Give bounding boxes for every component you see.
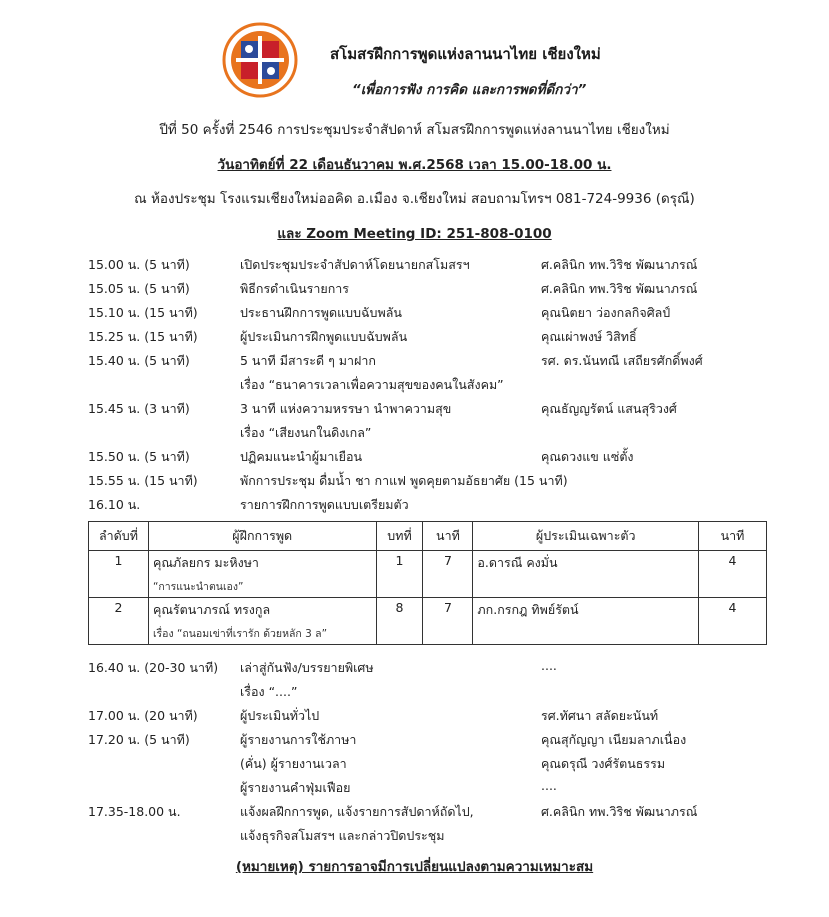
- cell-minutes: 7: [423, 551, 473, 598]
- club-logo: [222, 22, 298, 98]
- cell-chapter: 1: [376, 551, 423, 598]
- speech-topic: “การแนะนำตนเอง”: [152, 581, 244, 593]
- agenda-speaker: ....: [541, 658, 557, 673]
- meeting-line: ปีที่ 50 ครั้งที่ 2546 การประชุมประจำสัปดาห์ สโมสรฝึกการพูดแห่งลานนาไทย เชียงใหม่: [159, 122, 670, 138]
- agenda-time: 17.35-18.00 น.: [88, 804, 181, 819]
- agenda-speaker: ศ.คลินิก ทพ.วิริช พัฒนาภรณ์: [541, 804, 698, 819]
- zoom-meeting-id: และ Zoom Meeting ID: 251-808-0100: [277, 226, 552, 242]
- table-row: [89, 551, 767, 598]
- meeting-date: วันอาทิตย์ที่ 22 เดือนธันวาคม พ.ศ.2568 เวลา 15.00-18.00 น.: [217, 157, 612, 173]
- agenda-activity: เปิดประชุมประจำสัปดาห์โดยนายกสโมสรฯ: [240, 257, 470, 272]
- agenda-activity-topic: เรื่อง “ธนาคารเวลาเพื่อความสุขของคนในสังคม”: [240, 377, 504, 392]
- cell-minutes: 7: [423, 598, 473, 645]
- agenda-activity: พักการประชุม ดื่มน้ำ ชา กาแฟ พูดคุยตามอัธยาศัย (15 นาที): [240, 473, 568, 488]
- org-name: สโมสรฝึกการพูดแห่งลานนาไทย เชียงใหม่: [330, 45, 601, 63]
- speaker-name: คุณรัตนาภรณ์ ทรงกูล: [152, 602, 271, 617]
- agenda-activity: ผู้ประเมินการฝึกพูดแบบฉับพลัน: [240, 329, 408, 344]
- agenda-time: 17.00 น. (20 นาที): [88, 708, 198, 723]
- cell-order: 1: [89, 551, 149, 598]
- agenda-activity: ปฏิคมแนะนำผู้มาเยือน: [240, 449, 363, 464]
- agenda-speaker: คุณธัญญรัตน์ แสนสุริวงศ์: [541, 401, 677, 416]
- agenda-activity: แจ้งธุรกิจสโมสรฯ และกล่าวปิดประชุม: [240, 828, 445, 843]
- meeting-venue: ณ ห้องประชุม โรงแรมเชียงใหม่ออคิด อ.เมือง จ.เชียงใหม่ สอบถามโทรฯ 081-724-9936 (ดรุณี): [134, 191, 695, 207]
- agenda-speaker: รศ.ทัศนา สลัดยะนันท์: [541, 708, 659, 723]
- col-header-order: ลำดับที่: [89, 522, 149, 551]
- agenda-speaker: ศ.คลินิก ทพ.วิริช พัฒนาภรณ์: [541, 257, 698, 272]
- agenda-activity: เล่าสู่กันฟัง/บรรยายพิเศษ: [240, 660, 374, 675]
- cell-chapter: 8: [376, 598, 423, 645]
- agenda-time: 15.25 น. (15 นาที): [88, 329, 198, 344]
- agenda-time: 15.10 น. (15 นาที): [88, 305, 198, 320]
- agenda-speaker: คุณดรุณี วงศ์รัตนธรรม: [541, 756, 666, 771]
- agenda-activity: พิธีกรดำเนินรายการ: [240, 281, 350, 296]
- cell-evaluator: อ.ดารณี คงมั่น: [473, 551, 699, 598]
- agenda-speaker: คุณนิตยา ว่องกลกิจศิลป์: [541, 305, 671, 320]
- agenda-time: 15.55 น. (15 นาที): [88, 473, 198, 488]
- agenda-activity: (คั่น) ผู้รายงานเวลา: [240, 756, 347, 771]
- speaker-table: [88, 521, 767, 645]
- agenda-time: 15.00 น. (5 นาที): [88, 257, 190, 272]
- cell-eval-minutes: 4: [699, 598, 767, 645]
- agenda-speaker: ศ.คลินิก ทพ.วิริช พัฒนาภรณ์: [541, 281, 698, 296]
- agenda-activity: ประธานฝึกการพูดแบบฉับพลัน: [240, 305, 402, 320]
- cell-evaluator: ภก.กรกฎ ทิพย์รัตน์: [473, 598, 699, 645]
- cell-speaker: [148, 598, 376, 645]
- col-header-speaker: ผู้ฝึกการพูด: [148, 522, 376, 551]
- agenda-activity-topic: เรื่อง “เสียงนกในดิงเกล”: [240, 425, 372, 440]
- cell-order: 2: [89, 598, 149, 645]
- agenda-time: 15.05 น. (5 นาที): [88, 281, 190, 296]
- agenda-activity: ผู้รายงานคำฟุ่มเฟือย: [240, 780, 351, 795]
- agenda-time: 17.20 น. (5 นาที): [88, 732, 190, 747]
- agenda-time: 15.50 น. (5 นาที): [88, 449, 190, 464]
- org-motto: “เพื่อการฟัง การคิด และการพดที่ดีกว่า”: [352, 82, 587, 98]
- agenda-time: 15.40 น. (5 นาที): [88, 353, 190, 368]
- footnote: (หมายเหตุ) รายการอาจมีการเปลี่ยนแปลงตามความเหมาะสม: [235, 859, 594, 875]
- agenda-activity: ผู้รายงานการใช้ภาษา: [240, 732, 357, 747]
- col-header-evaluator: ผู้ประเมินเฉพาะตัว: [473, 522, 699, 551]
- col-header-minutes: นาที: [423, 522, 473, 551]
- agenda-time: 15.45 น. (3 นาที): [88, 401, 190, 416]
- cell-speaker: [148, 551, 376, 598]
- col-header-chapter: บทที่: [376, 522, 423, 551]
- agenda-speaker: คุณเผ่าพงษ์ วิสิทธิ์: [541, 329, 637, 344]
- agenda-activity: 3 นาที แห่งความหรรษา นำพาความสุข: [240, 401, 452, 416]
- table-header-row: [89, 522, 767, 551]
- agenda-speaker: ....: [541, 778, 557, 793]
- agenda-time: 16.10 น.: [88, 497, 141, 512]
- agenda-activity: แจ้งผลฝึกการพูด, แจ้งรายการสัปดาห์ถัดไป,: [240, 804, 474, 819]
- speaker-name: คุณภัลยกร มะหิงษา: [152, 555, 259, 570]
- agenda-time: 16.40 น. (20-30 นาที): [88, 660, 219, 675]
- agenda-activity: รายการฝึกการพูดแบบเตรียมตัว: [240, 497, 409, 512]
- cell-eval-minutes: 4: [699, 551, 767, 598]
- col-header-eval-minutes: นาที: [699, 522, 767, 551]
- agenda-activity-topic: เรื่อง “....”: [240, 684, 298, 699]
- table-row: [89, 598, 767, 645]
- agenda-activity: 5 นาที มีสาระดี ๆ มาฝาก: [240, 353, 376, 368]
- agenda-speaker: รศ. ดร.นันทณี เสถียรศักดิ์พงศ์: [541, 353, 703, 368]
- agenda-speaker: คุณสุกัญญา เนียมลาภเนื่อง: [541, 732, 687, 747]
- agenda-activity: ผู้ประเมินทั่วไป: [240, 708, 320, 723]
- speech-topic: เรื่อง “ถนอมเข่าที่เรารัก ด้วยหลัก 3 ล”: [152, 628, 328, 640]
- agenda-speaker: คุณดวงแข แซ่ตั้ง: [541, 449, 634, 464]
